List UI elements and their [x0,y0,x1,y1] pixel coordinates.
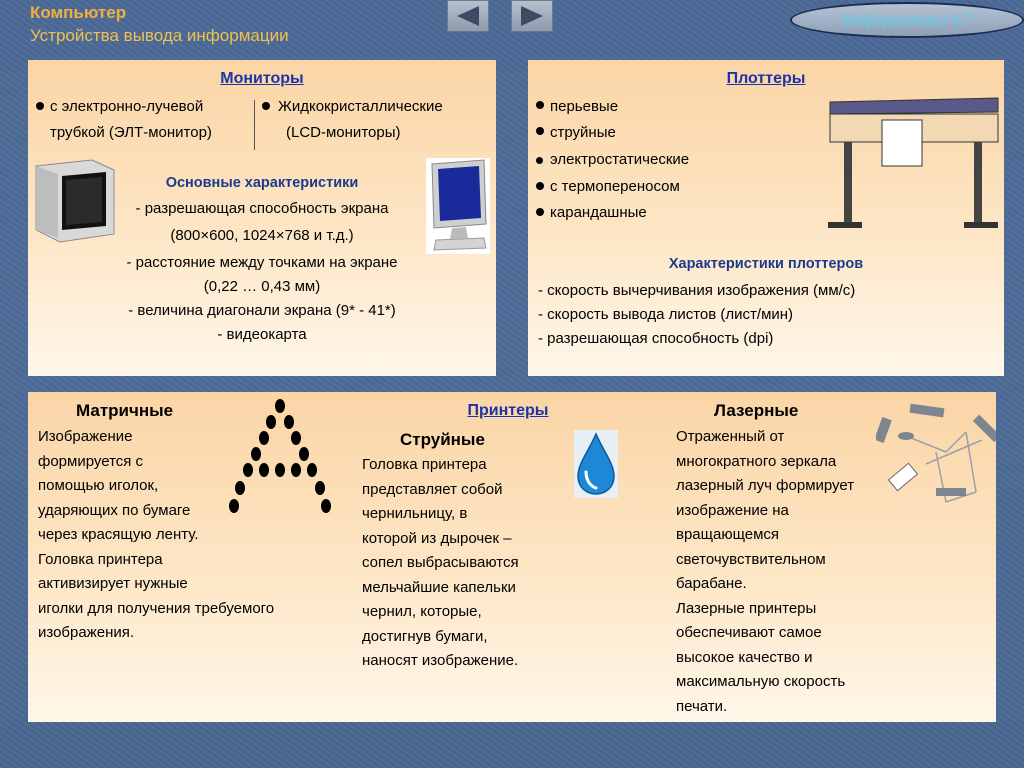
lcd-line-2: (LCD-мониторы) [286,124,401,141]
text-line: Изображение [38,428,133,445]
plotter-type-5: карандашные [550,204,647,221]
bullet [536,182,544,190]
lcd-monitor-icon [426,158,490,254]
text-line: ударяющих по бумаге [38,501,191,519]
text-line: иголки для получения требуемого [38,599,275,617]
plotter-type-2: струйные [550,124,616,141]
plotters-panel [528,60,1004,376]
course-badge[interactable] [790,2,1024,38]
text-line: обеспечивают самое [676,624,822,641]
matrix-printer-title: Матричные [76,401,174,420]
text-line: Головка принтера [38,550,163,568]
monitor-spec-5: - величина диагонали экрана (9* - 41*) [128,302,396,319]
inkjet-printer-text [362,453,519,674]
text-line: изображения. [38,624,135,641]
plotter-spec-3: - разрешающая способность (dpi) [538,330,774,347]
text-line: чернил, которые, [362,603,482,620]
plotter-icon [824,94,1004,234]
text-line: печати. [676,697,728,715]
triangle-left-icon [453,4,483,28]
plotter-type-4: с термопереносом [550,178,680,195]
text-line: чернильницу, в [362,505,468,522]
bullet [536,127,544,135]
bullet [536,208,544,216]
monitor-spec-6: - видеокарта [217,326,307,343]
text-line: которой из дырочек – [362,529,512,547]
text-line: представляет собой [362,480,503,498]
laser-printer-text [676,425,854,719]
inkjet-printer-title: Струйные [400,430,485,449]
prev-slide-button[interactable] [447,0,489,32]
bullet [262,102,270,110]
text-line: помощью иголок, [38,477,159,494]
plotter-type-3: электростатические [550,151,690,168]
text-line: сопел выбрасываются [362,554,519,571]
monitors-heading: Мониторы [220,70,304,87]
text-line: Головка принтера [362,456,487,473]
text-line: максимальную скорость [676,673,846,690]
plotter-spec-2: - скорость вывода листов (лист/мин) [538,306,794,323]
dot-matrix-letter-icon [224,396,336,516]
header-subtitle: Устройства вывода информации [30,26,289,45]
text-line: формируется с [38,452,144,470]
text-line: Лазерные принтеры [676,599,817,617]
monitor-spec-4: (0,22 … 0,43 мм) [203,278,321,295]
text-line: наносят изображение. [362,652,519,669]
next-slide-button[interactable] [511,0,553,32]
crt-line-2: трубкой (ЭЛТ-монитор) [50,124,212,141]
text-line: мельчайшие капельки [362,578,516,596]
ink-drop-icon [574,430,618,498]
text-line: многократного зеркала [676,452,837,470]
lcd-line-1: Жидкокристаллические [278,98,443,115]
text-line: активизирует нужные [38,575,188,592]
text-line: высокое качество и [676,648,813,666]
text-line: барабане. [676,575,747,592]
text-line: изображение на [676,501,789,519]
laser-printer-title: Лазерные [714,401,799,420]
header-title: Компьютер [30,3,127,22]
monitor-spec-1: - разрешающая способность экрана [135,200,389,217]
printers-panel [28,392,996,722]
course-badge-label: Информатика 4.7 [841,10,973,29]
plotter-spec-1: - скорость вычерчивания изображения (мм/с) [538,282,856,299]
text-line: достигнув бумаги, [362,627,488,645]
monitor-spec-3: - расстояние между точками на экране [126,254,398,271]
bullet [536,157,543,164]
text-line: вращающемся [676,526,780,543]
bullet [536,101,544,109]
printers-heading: Принтеры [467,402,549,419]
monitors-panel [28,60,496,376]
plotter-specs-heading: Характеристики плоттеров [668,256,864,272]
plotter-type-1: перьевые [550,98,619,115]
text-line: лазерный луч формирует [676,477,855,494]
text-line: Отраженный от [676,428,785,445]
crt-line-1: с электронно-лучевой [50,98,204,115]
divider [254,100,255,150]
triangle-right-icon [517,4,547,28]
text-line: светочувствительном [676,550,826,568]
monitor-specs-heading: Основные характеристики [165,175,359,191]
plotters-heading: Плоттеры [726,70,806,87]
text-line: через красящую ленту. [38,526,199,543]
monitor-spec-2: (800×600, 1024×768 и т.д.) [170,227,354,244]
bullet [36,102,44,110]
laser-mirrors-icon [876,402,996,512]
